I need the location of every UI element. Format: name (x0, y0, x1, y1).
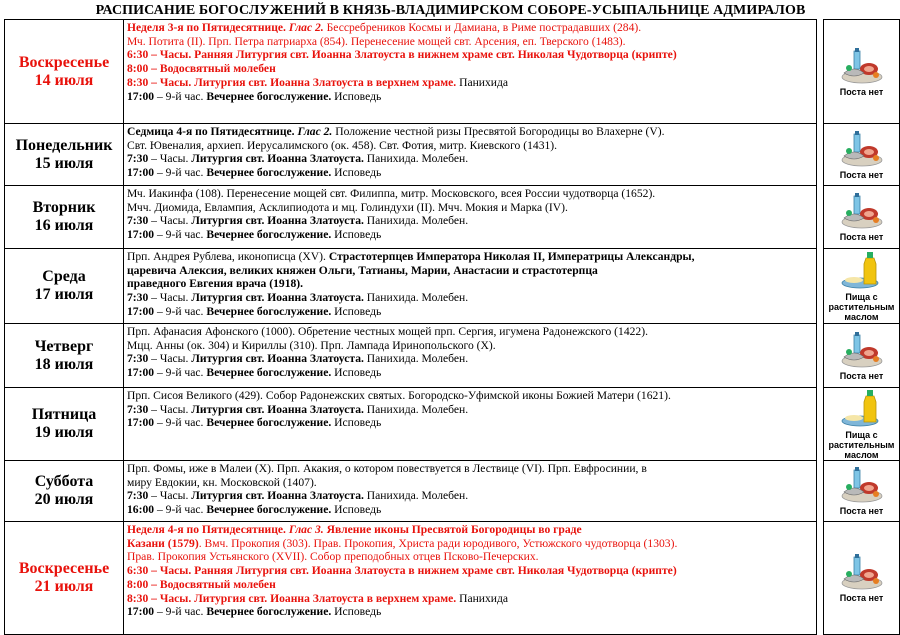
page-title: РАСПИСАНИЕ БОГОСЛУЖЕНИЙ В КНЯЗЬ-ВЛАДИМИРСКОМ СОБОРЕ-УСЫПАЛЬНИЦЕ АДМИРАЛОВ (95, 3, 806, 18)
service-text: – 9-й час. (154, 605, 207, 619)
service-line (127, 62, 813, 76)
day-name: Понедельник (15, 136, 113, 154)
day-row (5, 249, 900, 324)
day-name: Воскресенье (18, 53, 110, 71)
service-line (127, 489, 813, 503)
service-text: Глас 3. (288, 523, 324, 536)
day-date: 18 июля (34, 355, 94, 373)
service-text: Исповедь (331, 366, 382, 380)
service-line (127, 416, 813, 430)
service-text: Вечернее богослужение. (206, 304, 332, 318)
service-text: Казани (1579) (127, 536, 199, 550)
spacer-cell (817, 388, 824, 461)
schedule-rows (5, 20, 900, 635)
service-line (127, 291, 813, 305)
service-line (127, 125, 813, 139)
schedule-table (4, 19, 900, 635)
service-text: – 9-й час. (154, 166, 207, 180)
service-text: Исповедь (331, 503, 382, 517)
service-text: 8:30 – Часы. Литургия свт. Иоанна Златоуста в верхнем храме. (127, 591, 457, 605)
day-name: Суббота (34, 473, 94, 490)
services-cell (124, 249, 817, 324)
services-cell (124, 124, 817, 186)
service-text: Вечернее богослужение. (206, 416, 332, 430)
service-line (127, 605, 813, 619)
service-line (127, 523, 813, 537)
fasting-label: Поста нет (839, 232, 884, 242)
day-cell (5, 249, 124, 324)
service-line (127, 305, 813, 319)
spacer-cell (817, 186, 824, 249)
service-text: Вечернее богослужение. (206, 605, 332, 619)
service-text: 16:00 (127, 503, 155, 517)
day-name: Воскресенье (18, 560, 110, 577)
service-text: Исповедь (331, 605, 382, 619)
services-cell (124, 20, 817, 124)
service-text: Вечернее богослужение. (206, 503, 332, 517)
service-text: – 9-й час. (154, 89, 207, 103)
day-date: 16 июля (34, 217, 94, 234)
service-text: 17:00 (127, 304, 155, 318)
services-cell (124, 522, 817, 635)
service-text: Вечернее богослужение. (206, 228, 332, 242)
fasting-cell (824, 388, 900, 461)
day-date: 20 июля (34, 491, 94, 508)
service-line (127, 152, 813, 166)
service-line (127, 187, 813, 201)
service-text: Вечернее богослужение. (206, 166, 332, 180)
service-line (127, 90, 813, 104)
service-text: Исповедь (331, 166, 382, 180)
service-text: – Часы. (148, 352, 192, 366)
service-line (127, 48, 813, 62)
service-text: 17:00 (127, 228, 155, 242)
day-name: Пятница (31, 406, 97, 423)
service-text: 7:30 (127, 489, 149, 503)
service-line (127, 550, 813, 564)
service-text: – 9-й час. (154, 366, 207, 380)
service-text: Панихида. Молебен. (363, 291, 469, 305)
service-text: Панихида. Молебен. (363, 352, 469, 366)
fasting-cell (824, 249, 900, 324)
service-text: Панихида (456, 75, 509, 89)
spacer-cell (817, 20, 824, 124)
service-text: – Часы. (148, 214, 192, 228)
service-line (127, 214, 813, 228)
day-date: 19 июля (34, 424, 94, 441)
meat-fish-food-icon (840, 47, 884, 85)
fasting-label: Поста нет (839, 370, 884, 381)
service-text: Мч. Иакинфа (108). Перенесение мощей свт. Филиппа, митр. Московского, всея России чудотворца (1652). (127, 187, 656, 200)
spacer-cell (817, 124, 824, 186)
service-text: 7:30 (127, 152, 149, 166)
meat-fish-food-icon (840, 466, 884, 504)
meat-fish-food-icon (840, 192, 884, 230)
spacer-cell (817, 522, 824, 635)
service-line (127, 201, 813, 215)
service-text: – 9-й час. (154, 304, 207, 318)
service-line (127, 366, 813, 380)
day-date: 15 июля (34, 154, 94, 172)
service-text: Исповедь (331, 89, 382, 103)
service-line (127, 76, 813, 90)
service-text: 7:30 (127, 352, 149, 366)
service-line (127, 166, 813, 180)
day-row (5, 324, 900, 388)
fasting-label: Поста нет (839, 86, 884, 97)
service-text: Вечернее богослужение. (206, 89, 332, 103)
service-line (127, 503, 813, 517)
service-text: 7:30 (127, 291, 149, 305)
service-text: Исповедь (331, 228, 382, 242)
spacer-cell (817, 324, 824, 388)
fasting-cell (824, 124, 900, 186)
service-text: 17:00 (127, 366, 155, 380)
service-text: Глас 2. (297, 125, 333, 138)
service-line (127, 250, 813, 264)
service-text: Литургия свт. Иоанна Златоуста. (191, 291, 364, 305)
service-text: 6:30 – Часы. Ранняя Литургия свт. Иоанна Златоуста в нижнем храме свт. Николая Чудотворца (крипте) (127, 564, 677, 578)
oil-bottle-food-icon (840, 388, 884, 428)
service-text: Литургия свт. Иоанна Златоуста. (191, 152, 364, 166)
services-cell (124, 324, 817, 388)
service-line (127, 325, 813, 339)
service-text: 8:00 – Водосвятный молебен (127, 577, 276, 591)
meat-fish-food-icon (840, 130, 884, 168)
fasting-label: Поста нет (839, 506, 884, 516)
day-cell (5, 20, 124, 124)
service-text: 17:00 (127, 89, 155, 103)
service-text: царевича Алексия, великих княжен Ольги, Татианы, Марии, Анастасии и страстотерпца (127, 263, 598, 277)
service-text: – Часы. (148, 489, 192, 503)
service-text: 17:00 (127, 605, 155, 619)
fasting-label: Поста нет (839, 593, 884, 603)
fasting-cell (824, 186, 900, 249)
day-row (5, 124, 900, 186)
day-cell (5, 461, 124, 522)
fasting-cell (824, 522, 900, 635)
services-cell (124, 186, 817, 249)
service-text: Литургия свт. Иоанна Златоуста. (191, 402, 364, 416)
service-text: Прп. Андрея Рублева, иконописца (XV). (127, 250, 329, 263)
service-text: Мч. Потита (II). Прп. Петра патриарха (854). Перенесение мощей свт. Арсения, еп. Тверского (1483). (127, 34, 626, 48)
day-cell (5, 124, 124, 186)
spacer-cell (817, 249, 824, 324)
day-cell (5, 186, 124, 249)
service-text: Прп. Афанасия Афонского (1000). Обретение честных мощей прп. Сергия, игумена Радонежского (1422). (127, 325, 648, 338)
service-text: 6:30 – Часы. Ранняя Литургия свт. Иоанна Златоуста в нижнем храме свт. Николая Чудотворца (крипте) (127, 48, 677, 62)
day-name: Четверг (34, 337, 94, 355)
day-cell (5, 388, 124, 461)
services-cell (124, 388, 817, 461)
day-row (5, 388, 900, 461)
service-text: Свт. Ювеналия, архиеп. Иерусалимского (ок. 458). Свт. Фотия, митр. Киевского (1431). (127, 138, 558, 152)
meat-fish-food-icon (840, 331, 884, 369)
service-line (127, 228, 813, 242)
service-text: – Часы. (148, 402, 192, 416)
service-text: Седмица 4-я по Пятидесятнице. (127, 125, 298, 138)
service-line (127, 476, 813, 490)
fasting-cell (824, 20, 900, 124)
service-text: 7:30 (127, 402, 149, 416)
service-text: – Часы. (148, 291, 192, 305)
fasting-cell (824, 461, 900, 522)
service-line (127, 264, 813, 278)
service-text: Положение честной ризы Пресвятой Богородицы во Влахерне (V). (332, 125, 665, 138)
service-text: Панихида. Молебен. (363, 489, 469, 503)
day-row (5, 461, 900, 522)
service-text: Панихида. Молебен. (363, 214, 469, 228)
service-text: праведного Евгения врача (1918). (127, 277, 304, 291)
day-date: 14 июля (34, 71, 94, 89)
service-text: Панихида (456, 591, 509, 605)
service-text: Прав. Прокопия Устьянского (XVII). Собор преподобных отцев Псково-Печерских. (127, 550, 539, 564)
day-name: Вторник (32, 199, 96, 216)
service-text: Панихида. Молебен. (363, 402, 469, 416)
service-text: Литургия свт. Иоанна Златоуста. (191, 489, 364, 503)
service-text: Литургия свт. Иоанна Златоуста. (191, 214, 364, 228)
service-text: – 9-й час. (154, 503, 207, 517)
service-line (127, 339, 813, 353)
service-line (127, 35, 813, 49)
service-text: 17:00 (127, 166, 155, 180)
service-line (127, 139, 813, 153)
service-text: 8:00 – Водосвятный молебен (127, 62, 276, 76)
service-text: Неделя 3-я по Пятидесятнице. (127, 21, 289, 34)
service-text: Прп. Сисоя Великого (429). Собор Радонежских святых. Богородско-Уфимской иконы Божией Матери (1621). (127, 389, 671, 402)
service-text: Глас 2. (288, 21, 324, 34)
day-row (5, 186, 900, 249)
fasting-cell (824, 324, 900, 388)
service-line (127, 537, 813, 551)
service-line (127, 578, 813, 592)
service-text: – 9-й час. (154, 228, 207, 242)
fasting-label: Пища с растительным маслом (828, 430, 895, 460)
service-text: миру Евдокии, кн. Московской (1407). (127, 475, 317, 489)
day-name: Среда (42, 268, 86, 285)
service-text: 8:30 – Часы. Литургия свт. Иоанна Златоуста в верхнем храме. (127, 75, 457, 89)
service-text: Панихида. Молебен. (363, 152, 469, 166)
fasting-label: Пища с растительным маслом (828, 292, 895, 322)
day-date: 21 июля (34, 578, 94, 595)
service-text: Исповедь (331, 416, 382, 430)
service-text: Явление иконы Пресвятой Богородицы во граде (323, 523, 582, 536)
meat-fish-food-icon (840, 553, 884, 591)
service-line (127, 21, 813, 35)
service-line (127, 277, 813, 291)
service-text: 17:00 (127, 416, 155, 430)
service-line (127, 592, 813, 606)
day-cell (5, 324, 124, 388)
schedule-sheet (4, 2, 897, 635)
day-row (5, 522, 900, 635)
day-date: 17 июля (34, 286, 94, 303)
service-text: Прп. Фомы, иже в Малеи (X). Прп. Акакия, о котором повествуется в Лествице (VI). Прп. Евфросинии, в (127, 462, 647, 475)
service-text: – Часы. (148, 152, 192, 166)
fasting-label: Поста нет (839, 169, 884, 180)
service-line (127, 403, 813, 417)
service-text: Бессребреников Космы и Дамиана, в Риме пострадавших (284). (323, 21, 642, 34)
service-text: Исповедь (331, 304, 382, 318)
service-line (127, 389, 813, 403)
service-line (127, 462, 813, 476)
service-text: Литургия свт. Иоанна Златоуста. (191, 352, 364, 366)
service-text: Неделя 4-я по Пятидесятнице. (127, 523, 289, 536)
spacer-cell (817, 461, 824, 522)
service-text: Мцц. Анны (ок. 304) и Кириллы (310). Прп. Лампада Иринопольского (X). (127, 338, 496, 352)
service-text: – 9-й час. (154, 416, 207, 430)
day-row (5, 20, 900, 124)
service-text: Страстотерпцев Императора Николая II, Императрицы Александры, (328, 250, 695, 263)
service-text: 7:30 (127, 214, 149, 228)
services-cell (124, 461, 817, 522)
day-cell (5, 522, 124, 635)
service-line (127, 352, 813, 366)
service-text: Мчч. Диомида, Евлампия, Асклипиодота и мц. Голиндухи (II). Мчч. Мокия и Марка (IV). (127, 200, 568, 214)
oil-bottle-food-icon (840, 250, 884, 290)
service-text: Вечернее богослужение. (206, 366, 332, 380)
service-text: . Вмч. Прокопия (303). Прав. Прокопия, Христа ради юродивого, Устюжского чудотворца (1303). (198, 536, 678, 550)
service-line (127, 564, 813, 578)
